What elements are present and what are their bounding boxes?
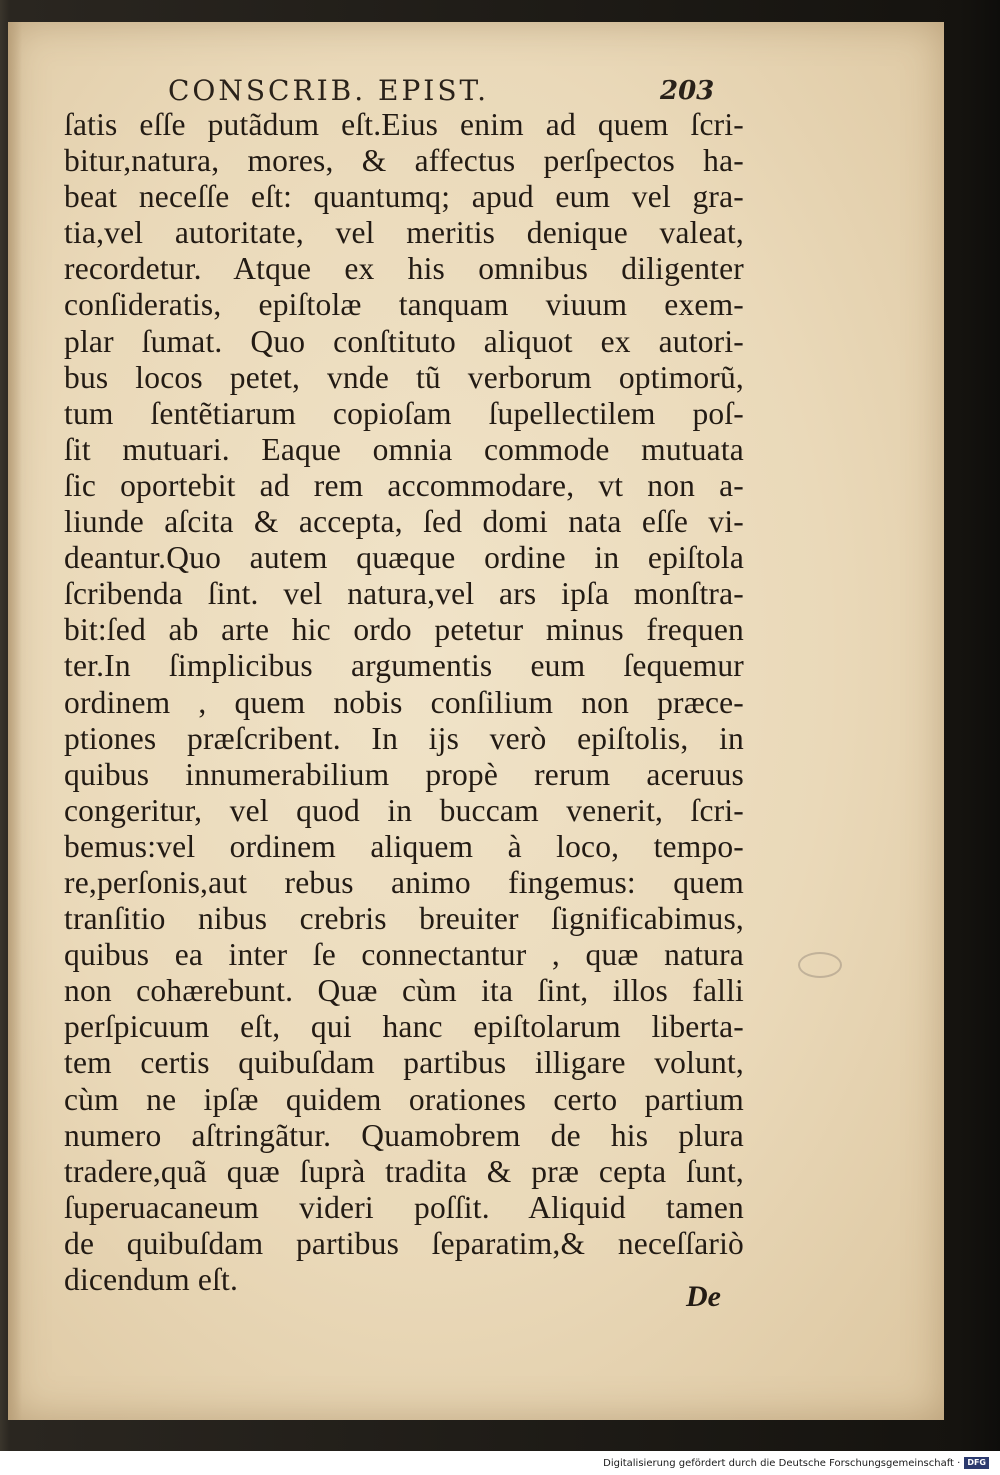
text-line: cùm ne ipſæ quidem orationes certo partium bbox=[64, 1081, 744, 1117]
text-line: bus locos petet, vnde tũ verborum optimorũ, bbox=[64, 359, 744, 395]
text-line: congeritur, vel quod in buccam venerit, ſcri- bbox=[64, 792, 744, 828]
text-line: perſpicuum eſt, qui hanc epiſtolarum liberta- bbox=[64, 1009, 744, 1045]
text-line: deantur.Quo autem quæque ordine in epiſtola bbox=[64, 540, 744, 576]
text-line: tradere,quã quæ ſuprà tradita & præ cepta ſunt, bbox=[64, 1153, 744, 1189]
text-line: ſuperuacaneum videri poſſit. Aliquid tamen bbox=[64, 1189, 744, 1225]
text-line: beat neceſſe eſt: quantumq; apud eum vel gra- bbox=[64, 179, 744, 215]
text-line: tranſitio nibus crebris breuiter ſignificabimus, bbox=[64, 901, 744, 937]
text-line: dicendum eſt. bbox=[64, 1262, 239, 1297]
ink-smudge bbox=[798, 952, 842, 978]
text-line: bit:ſed ab arte hic ordo petetur minus frequen bbox=[64, 612, 744, 648]
funding-credit-text: Digitalisierung gefördert durch die Deutsche Forschungsgemeinschaft · bbox=[603, 1457, 961, 1469]
running-title: CONSCRIB. EPIST. bbox=[168, 74, 489, 107]
text-line: liunde aſcita & accepta, ſed domi nata eſſe vi- bbox=[64, 504, 744, 540]
text-line: bitur,natura, mores, & affectus perſpectos ha- bbox=[64, 143, 744, 179]
text-line: ſcribenda ſint. vel natura,vel ars ipſa monſtra- bbox=[64, 576, 744, 612]
text-line: plar ſumat. Quo conſtituto aliquot ex autori- bbox=[64, 323, 744, 359]
text-line: non cohærebunt. Quæ cùm ita ſint, illos falli bbox=[64, 973, 744, 1009]
text-line: tia,vel autoritate, vel meritis denique valeat, bbox=[64, 215, 744, 251]
text-line: conſideratis, epiſtolæ tanquam viuum exem- bbox=[64, 287, 744, 323]
text-line: ſic oportebit ad rem accommodare, vt non a- bbox=[64, 467, 744, 503]
catchword: De bbox=[686, 1280, 721, 1313]
text-line: de quibuſdam partibus ſeparatim,& neceſſariò bbox=[64, 1225, 744, 1261]
page-gutter-shadow bbox=[8, 22, 22, 1420]
text-line: ordinem , quem nobis conſilium non præce- bbox=[64, 684, 744, 720]
text-line: ptiones præſcribent. In ijs verò epiſtolis, in bbox=[64, 720, 744, 756]
dfg-logo-icon: DFG bbox=[964, 1457, 989, 1469]
text-line: ter.In ſimplicibus argumentis eum ſequemur bbox=[64, 648, 744, 684]
text-line: ſatis eſſe putãdum eſt.Eius enim ad quem ſcri- bbox=[64, 107, 744, 142]
text-line: numero aſtringãtur. Quamobrem de his plura bbox=[64, 1117, 744, 1153]
text-line: quibus innumerabilium propè rerum aceruus bbox=[64, 756, 744, 792]
book-page bbox=[8, 22, 944, 1420]
text-line: quibus ea inter ſe connectantur , quæ natura bbox=[64, 937, 744, 973]
text-line: recordetur. Atque ex his omnibus diligenter bbox=[64, 251, 744, 287]
body-text bbox=[64, 107, 744, 1298]
page-number: 203 bbox=[660, 76, 715, 106]
text-line: tem certis quibuſdam partibus illigare volunt, bbox=[64, 1045, 744, 1081]
text-line: re,perſonis,aut rebus animo fingemus: quem bbox=[64, 864, 744, 900]
text-line: ſit mutuari. Eaque omnia commode mutuata bbox=[64, 431, 744, 467]
text-line: tum ſentẽtiarum copioſam ſupellectilem poſ- bbox=[64, 395, 744, 431]
text-line: bemus:vel ordinem aliquem à loco, tempo- bbox=[64, 828, 744, 864]
funding-credit bbox=[600, 1455, 992, 1471]
